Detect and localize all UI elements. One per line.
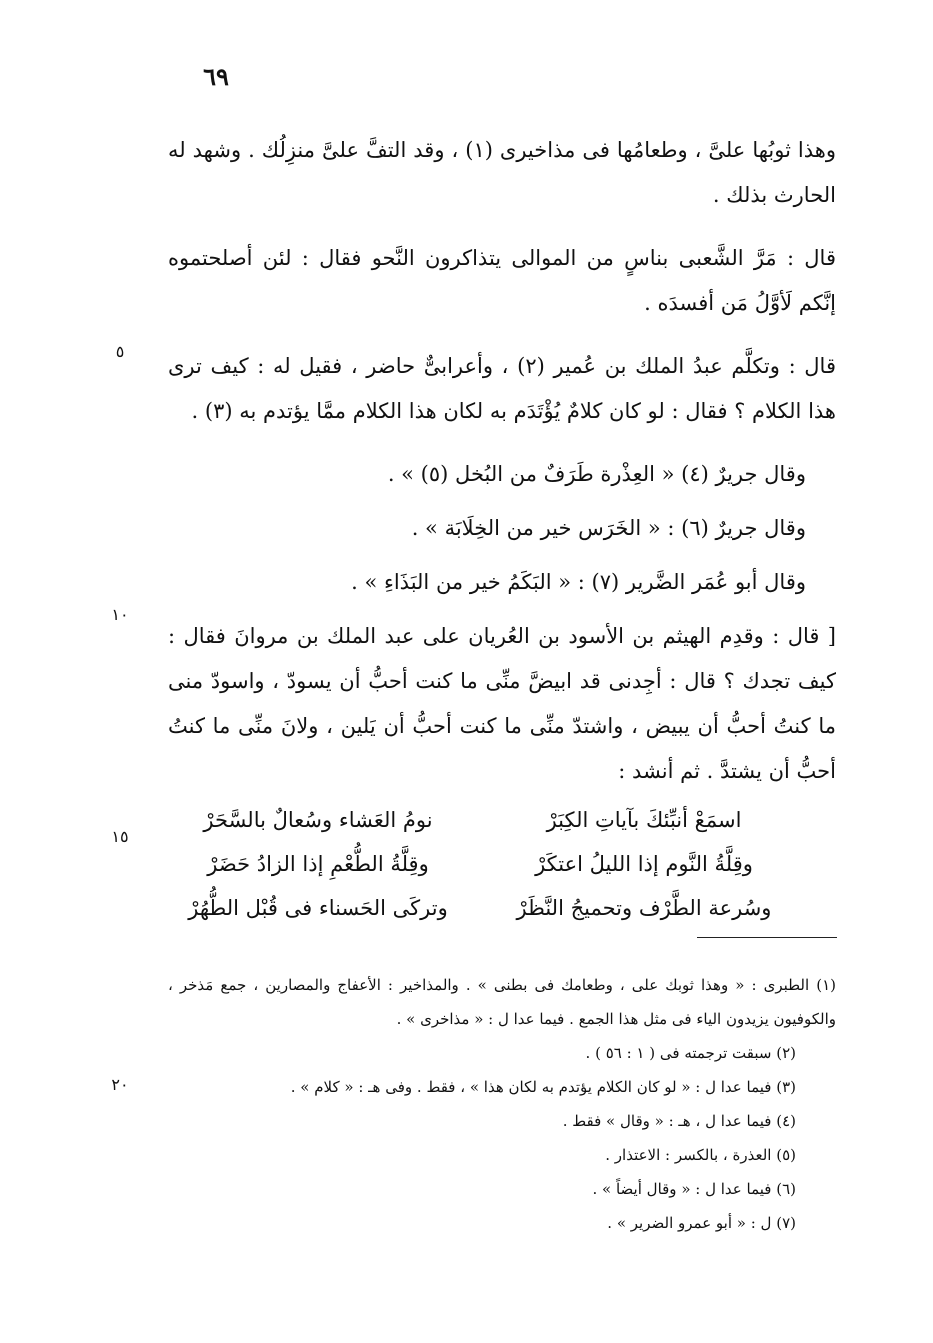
hemistich-right: اسمَعْ أنبِّئكَ بآياتِ الكِبَرْ [546,808,742,832]
footnote-4: (٤) فيما عدا ل ، هـ : « وقال » فقط . [562,1112,796,1130]
line-marker-15: ١٥ [111,827,129,846]
paragraph-7: [ قال : وقدِم الهيثم بن الأسود بن العُريان على عبد الملك بن مروانَ فقال : كيف تجدك ؟ قال : أجِدنى قد ابيضَّ منِّى ما كنت أحبُّ أن يسودّ ، واسودّ منى ما كنتُ أحبُّ أن يبيض ، واشتدّ منِّى ما كنت أحبُّ أن يَلين ، ولانَ منِّى ما كنتُ أحبُّ أن يشتدَّ . ثم أنشد : [168,624,836,783]
footnote-2: (٢) سبقت ترجمته فى ( ١ : ٥٦ ) . [585,1044,796,1062]
main-text [168,128,836,930]
paragraph-5: وقال جريرٌ (٦) : « الخَرَس خير من الخِلَابَة » . [411,516,806,540]
paragraph-4: وقال جريرٌ (٤) « العِذْرة طَرَفٌ من البُخل (٥) » . [387,462,806,486]
poem-verse [168,798,836,842]
footnote-separator [697,937,837,938]
poem-verse [168,886,836,930]
line-marker-10: ١٠ [111,605,129,624]
line-marker-20: ٢٠ [111,1075,129,1094]
page-number: ٦٩ [203,62,229,91]
poem-verse [168,842,836,886]
paragraph-2: قال : مَرَّ الشَّعبى بناسٍ من الموالى يتذاكرون النَّحو فقال : لئن أصلحتموه إنَّكم لَأوَّلُ مَن أفسدَه . [168,246,836,315]
paragraph-3: قال : وتكلَّم عبدُ الملك بن عُمير (٢) ، وأعرابىٌّ حاضر ، فقيل له : كيف ترى هذا الكلام ؟ فقال : لو كان كلامٌ يُؤْتَدَم به لكان هذا الكلام ممَّا يؤتدم به (٣) . [168,354,836,423]
footnote-3: (٣) فيما عدا ل : « لو كان الكلام يؤتدم به لكان هذا » ، فقط . وفى هـ : « كلام » . [290,1078,796,1096]
paragraph-6: وقال أبو عُمَر الضَّرير (٧) : « البَكَمُ خير من البَذَاءِ » . [351,570,806,594]
footnote-5: (٥) العذرة ، بالكسر : الاعتذار . [605,1146,796,1164]
poem [168,798,836,930]
paragraph-1: وهذا ثوبُها علىَّ ، وطعامُها فى مذاخيرى (١) ، وقد التفَّ علىَّ منزِلُك . وشهد له الحارث بذلك . [168,138,836,207]
footnote-1: (١) الطبرى : « وهذا ثوبك على ، وطعامك فى بطنى » . والمذاخير : الأعفاج والمصارين ، جمع مَذخر ، والكوفيون يزيدون الياء فى مثل هذا الجمع . فيما عدا ل : « مذاخرى » . [168,976,836,1028]
hemistich-left: نومُ العَشاء وسُعالٌ بالسَّحَرْ [203,808,433,832]
hemistich-right: وقِلَّةُ النَّوم إذا الليلُ اعتكَرْ [535,852,753,876]
hemistich-left: وتركَى الحَسناء فى قُبْل الطُّهُرْ [188,896,448,920]
footnotes [168,968,836,1240]
footnote-7: (٧) ل : « أبو عمرو الضرير » . [607,1214,796,1232]
hemistich-left: وقِلَّةُ الطُّعْمِ إذا الزادُ حَضَرْ [207,852,429,876]
line-marker-5: ٥ [115,342,125,361]
footnote-6: (٦) فيما عدا ل : « وقال أيضاً » . [592,1180,796,1198]
hemistich-right: وسُرعة الطَّرْف وتحميجُ النَّظَرْ [516,896,772,920]
